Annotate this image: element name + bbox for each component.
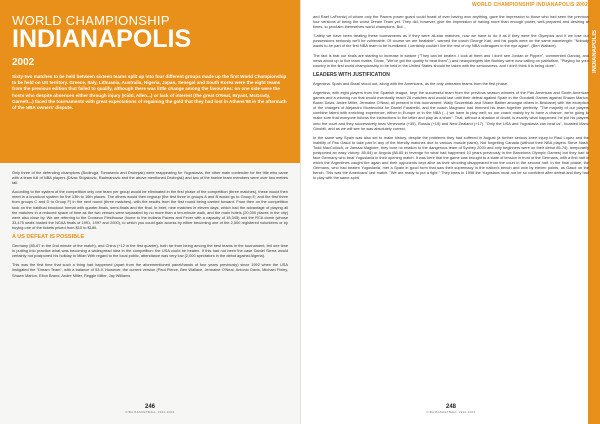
title-indianapolis: INDIANAPOLIS (12, 25, 192, 53)
body-paragraph: Argentina, Spain and Brazil stood out, along with the Americans, as the only unbeaten teams from the first phase. (313, 80, 509, 86)
body-paragraph: This was the first time that such a thing had happened (apart from the aforementioned panel/hands of four years previously) since 1992 when the USA instigated the "Dream Team", with a balance of 53-0. However, the current version (Paul Pierce, Ben Wallace, Jermaine O'Neal, Antonio Davis, Michael Finley, Shawn Marion, Elton Brand, Andre Miller, Reggie Miller, Jay Williams (12, 262, 288, 278)
title-world-championship: WORLD CHAMPIONSHIP (12, 13, 170, 28)
side-tab (588, 0, 600, 424)
right-body-text (313, 14, 589, 185)
subheading-leaders: LEADERS WITH JUSTIFICATION (313, 71, 390, 78)
body-paragraph: Argentina, with eight players from the Spanish league, kept the successful team from the previous season winners of the Pan-American and South American games and a winning run that would eventually reach 26 matches and would last until their defeat against Spain in the Goodwill Games against Shawn Marion, Baron Davis, Andre Miller, Jermaine O'Neal, all present in this tournament. Wally Szczerbiak and Shane Battier amongst others in Brisbane) with the exception of the changes of Alejandro Montecchia for Daniel Farabello, and the coach Magnano had trimmed his team together perfectly. "The majority of our players combine talent with enriching experience, either in Europe or in the NBA (...) we have to play well; so our coach mainly try to have a chance, we're going to make sure that everyone follows the instructions to the letter and play as a team". That, without a shadow of doubt, is exactly what happened, he put his players onto the court and they successively beat Venezuela (+35), Russia (+19) and New Zealand (+17). "Only the USA and Yugoslavia can beat us", boasted Manu Ginobili, and as we will see he was absolutely correct. (313, 89, 589, 131)
body-paragraph: In the same way Spain was also set to make history, despite the problems they had suffered in August (a further serious knee injury to Raul Lopez and the inability of Pau Gasol to take part in any of the friendly matches due to various muscle pains). Not forgetting Canada (without their NBA players Steve Nash, Todd MacCulloch, or Jamaal Magloire, they bore no relation to the dangerous team of Sydney 2000 and only beginners were on their debut 85-74), temporarily postponed an easy victory: 85-84) or Angola (88-65 in revenge for what had happened 10 years previously in the Barcelona Olympic Games) but they had to face Germany who beat Yugoslavia in their opening match. It was here that the game was brought to a state of tension in front of the Germans, with a first half in which the Argentines caught fire again and their opponents kept alive as their shooting disappeared from the court in the second half. In the final phase, the Germans, who had beaten Yugoslavia, met a Spain in good form that saw their supremacy in the nation's bench and won by eleven points, as Gasol on the bench. This was the Americans' last match. "We are ready to put a fight." They knew in 1998 the Yugoslavs must not be so confident after defeat and they had to play with the same spirit. (313, 134, 589, 181)
body-paragraph: The fact is that our rivals are starting to increase in stature ("They can be beaten. I look at them and I don't see Jordan or Pippen", commented Garcia), and news about up to five team mates, Divac, "We've got the quality to beat them",) and heavyweights like Burkley were now calling on patriotism, "Playing for your country in the first world championship to be held in the United States should be taken with the seriousness, and I don't think it is being done". (313, 52, 589, 68)
page-number: 246 (144, 404, 155, 410)
title-year: 2002 (12, 57, 35, 68)
publisher-line: FIBA BASKETBALL 1932-2002 (426, 410, 476, 414)
intro-paragraph: Sixty-two matches to be held between sixteen teams split up into four different groups made up the first World Championship to be held on US territory. Greece, Italy, Lithuania, Australia, Nigeria, Japan, Senegal and South Korea were the eight teams from the previous edition that failed to qualify, although there was little change among the favourites: on one side were the hosts who despite absences either through injury (Kidd, Allen...) or lack of interest (the great O'Neal, Bryant, McGrady, Garnett...) faced the tournaments with great expectations of regaining the gold that they had lost in Athens'98 in the aftermath of the NBA owners' dispute. (12, 74, 287, 111)
left-body-text (12, 170, 288, 282)
publisher-line: FIBA BASKETBALL 1932-2002 (125, 410, 175, 414)
right-folio (301, 404, 600, 414)
left-folio (0, 404, 300, 414)
title-banner (0, 0, 300, 163)
subheading-us-defeat: A US DEFEAT IS POSSIBLE (12, 234, 85, 241)
page-number: 248 (445, 404, 456, 410)
body-paragraph: "Lately we have been treating these tournaments as if they were all-star matches, now we have to do it as if they were the Olympics and if we lose our possessions seriously we'll be vulnerable. Of course we are beatable", warned the coach George Karl, and his pupils were on the same wavelength: "Nobody wants to be part of the first NBA team to be humiliated. I certainly couldn't live the rest of my NBA colleagues in the eye again". (Ben Wallace) (313, 33, 589, 49)
body-paragraph: According to the system of the competition only one team per group would be eliminated in the first phase of the competition (three matches), these would then meet in a knockout system for the 13th to 16th places. The others would then regroup (the first three in groups A and B would go to Group E; and the first three from groups C and D to Group F) in the next round (three matches), with the results from the first round being carried forward. From then on the competition took on the habitual knockout format with quarter-finals, semi-finals and the final. In brief, nine matches in eleven days, which had the advantage of playing all the matches in a reduced space of time as the two venues were separated by no more than a ten-minute walk, and the main hotels (20,000 places in the city) were also close by. We are referring to the Conseco Fieldhouse (home to the Indiana Pacers and Fever with a capacity of 18,345) and the RCA dome (whose 33,475 seats hosted the NCAA finals of 1991, 1997 and 2000), to which you could gain access by either becoming one of the 2,500 registered volunteers or by buying one of the tickets priced from $10 to $180. (12, 189, 288, 230)
body-paragraph: Germany (85-67 in the 2nd minute of the match), and China (+12 in the first quarter), both far from being among the best teams in the tournament, led one time in putting into practice what was becoming a widespread idea in the competition: the USA could be beaten. If this had not been the case Daniel Sierra would certainly not postponed his holiday to Milan With regard to the local public, attendance was very low (2,000 spectators in the debut against Algeria). (12, 243, 288, 259)
body-paragraph: and Raef LaFrentz) of whom only the Pacers power guard could boast of ever having won anything, gave the impression to those who had seen the previous four versions of being the worst Dream Team yet. They did, however, give the impression of having more than enough power, well-prepared and desiring at times, to proclaim themselves world champions. But... (313, 14, 589, 30)
right-page (300, 0, 600, 424)
side-tab-label: INDIANAPOLIS (592, 30, 598, 74)
body-paragraph: Only three of the defending champions (Bodiroga, Tomasevic and Drobnjak) were reappearing for Yugoslavia, the other main contender for the title who came with a team full of NBA players (Divac Stojakovic, Radmanovic and the above mentioned Drobnjak) and two of the twelve team members were over two metres tall. (12, 170, 288, 186)
running-head: WORLD CHAMPIONSHIP INDIANAPOLIS 2002 (471, 2, 588, 8)
